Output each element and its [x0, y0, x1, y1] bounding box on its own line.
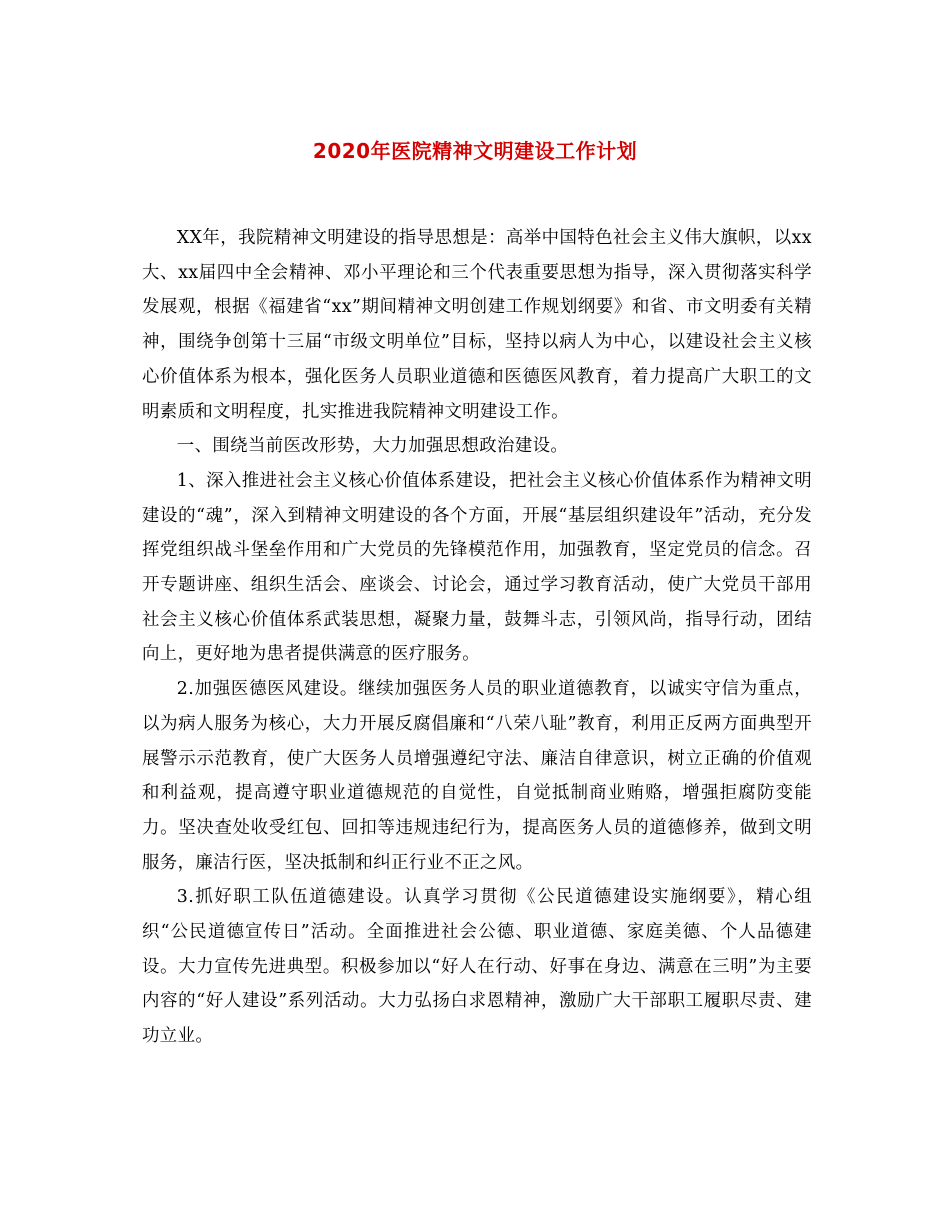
section-heading-1: 一、围绕当前医改形势，大力加强思想政治建设。	[176, 436, 569, 457]
document-body	[142, 221, 812, 1054]
paragraph-core-values: 1、深入推进社会主义核心价值体系建设，把社会主义核心价值体系作为精神文明建设的“魂”，深入到精神文明建设的各个方面，开展“基层组织建设年”活动，充分发挥党组织战斗堡垒作用和广大党员的先锋模范作用，加强教育，坚定党员的信念。召开专题讲座、组织生活会、座谈会、讨论会，通过学习教育活动，使广大党员干部用社会主义核心价值体系武装思想，凝聚力量，鼓舞斗志，引领风尚，指导行动，团结向上，更好地为患者提供满意的医疗服务。	[142, 470, 812, 665]
paragraph-guiding-ideology: XX年，我院精神文明建设的指导思想是：高举中国特色社会主义伟大旗帜，以xx大、xx届四中全会精神、邓小平理论和三个代表重要思想为指导，深入贯彻落实科学发展观，根据《福建省“xx”期间精神文明创建工作规划纲要》和省、市文明委有关精神，围绕争创第十三届“市级文明单位”目标，坚持以病人为中心，以建设社会主义核心价值体系为根本，强化医务人员职业道德和医德医风教育，着力提高广大职工的文明素质和文明程度，扎实推进我院精神文明建设工作。	[142, 228, 812, 422]
paragraph-medical-ethics: 2.加强医德医风建设。继续加强医务人员的职业道德教育，以诚实守信为重点，以为病人服务为核心，大力开展反腐倡廉和“八荣八耻”教育，利用正反两方面典型开展警示示范教育，使广大医务人员增强遵纪守法、廉洁自律意识，树立正确的价值观和利益观，提高遵守职业道德规范的自觉性，自觉抵制商业贿赂，增强拒腐防变能力。坚决查处收受红包、回扣等违规违纪行为，提高医务人员的道德修养，做到文明服务，廉洁行医，坚决抵制和纠正行业不正之风。	[142, 679, 812, 873]
paragraph-staff-morality: 3.抓好职工队伍道德建设。认真学习贯彻《公民道德建设实施纲要》，精心组织“公民道德宣传日”活动。全面推进社会公德、职业道德、家庭美德、个人品德建设。大力宣传先进典型。积极参加以“好人在行动、好事在身边、满意在三明”为主要内容的“好人建设”系列活动。大力弘扬白求恩精神，激励广大干部职工履职尽责、建功立业。	[142, 887, 812, 1047]
document-title: 2020年医院精神文明建设工作计划	[312, 139, 638, 163]
